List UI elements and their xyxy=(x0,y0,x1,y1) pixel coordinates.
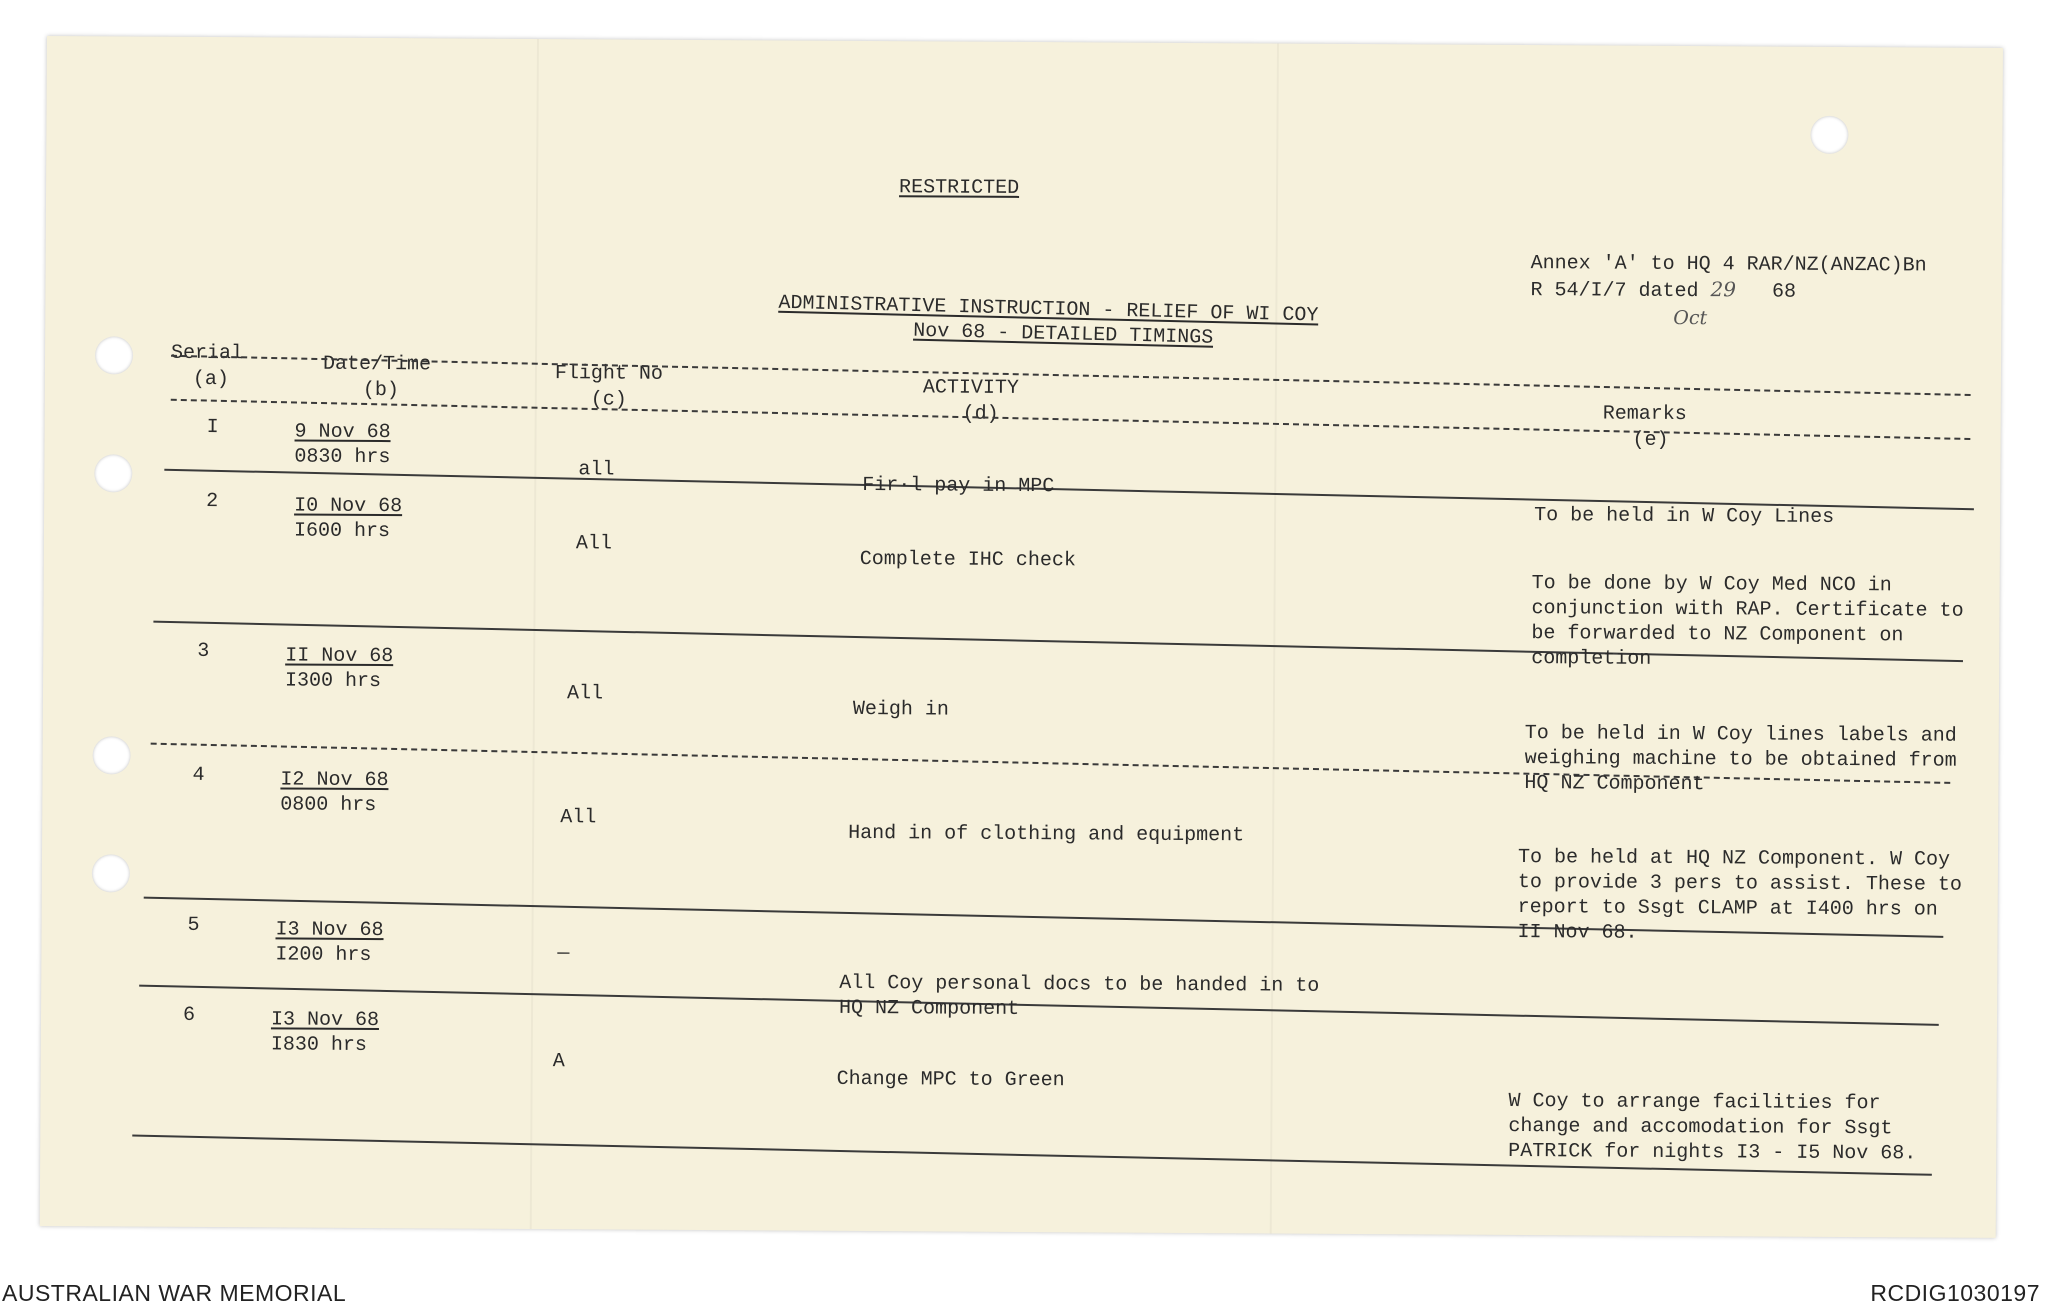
annex-reference-date: R 54/I/7 dated 29 68 xyxy=(1530,277,1797,304)
row-1-flight: all xyxy=(578,458,615,482)
table-rule xyxy=(171,355,1971,396)
row-6-remarks: W Coy to arrange facilities for change and accomodation for Ssgt PATRICK for nights I3 - I5 Nov 68. xyxy=(1508,1089,1917,1166)
document-subtitle: Nov 68 - DETAILED TIMINGS xyxy=(912,319,1214,350)
row-2-time: I600 hrs xyxy=(293,519,391,544)
classification-heading: RESTRICTED xyxy=(899,176,1020,200)
punch-hole xyxy=(95,336,133,374)
row-5-date: I3 Nov 68 xyxy=(275,918,384,943)
row-6-time: I830 hrs xyxy=(270,1033,367,1057)
row-1-time: 0830 hrs xyxy=(294,445,391,470)
row-4-time: 0800 hrs xyxy=(280,793,377,818)
fold-crease xyxy=(530,39,539,1229)
row-2-flight: All xyxy=(575,532,612,556)
annex-month-handwritten: Oct xyxy=(1673,306,1708,330)
punch-hole xyxy=(1810,116,1848,154)
column-code-activity: (d) xyxy=(962,402,999,426)
row-6-flight: A xyxy=(552,1050,565,1074)
punch-hole xyxy=(92,736,130,774)
row-1-date: 9 Nov 68 xyxy=(294,420,391,445)
row-2-date: I0 Nov 68 xyxy=(294,494,403,519)
row-6-activity: Change MPC to Green xyxy=(836,1067,1065,1093)
row-2-activity: Complete IHC check xyxy=(859,547,1076,573)
row-3-flight: All xyxy=(566,682,604,706)
row-6-date: I3 Nov 68 xyxy=(270,1008,380,1033)
row-5-activity: All Coy personal docs to be handed in to HQ NZ Component xyxy=(839,971,1320,1021)
archive-credit: AUSTRALIAN WAR MEMORIAL xyxy=(2,1280,347,1306)
column-header-flight: Flight No xyxy=(554,362,664,386)
column-header-activity: ACTIVITY xyxy=(922,376,1019,400)
row-4-activity: Hand in of clothing and equipment xyxy=(848,821,1245,848)
row-6-serial: 6 xyxy=(182,1003,196,1027)
column-code-serial: (a) xyxy=(192,367,229,392)
row-4-serial: 4 xyxy=(192,763,205,787)
row-3-remarks: To be held in W Coy lines labels and weighing machine to be obtained from HQ NZ Component xyxy=(1524,722,1957,797)
row-4-flight: All xyxy=(560,806,597,830)
document-title: ADMINISTRATIVE INSTRUCTION - RELIEF OF WI COY xyxy=(778,291,1319,328)
row-1-serial: I xyxy=(206,415,219,440)
column-header-remarks: Remarks xyxy=(1602,402,1687,427)
row-5-time: I200 hrs xyxy=(275,943,372,967)
fold-crease xyxy=(1270,44,1279,1234)
row-1-activity: Fir·l pay in MPC xyxy=(862,473,1055,499)
column-header-serial: Serial xyxy=(170,341,244,366)
row-5-serial: 5 xyxy=(187,913,200,937)
row-1-remarks: To be held in W Coy Lines xyxy=(1534,504,1835,529)
column-code-remarks: (e) xyxy=(1632,428,1669,452)
punch-hole xyxy=(94,454,132,492)
row-5-flight: — xyxy=(557,942,570,966)
row-3-serial: 3 xyxy=(197,639,210,664)
annex-reference: Annex 'A' to HQ 4 RAR/NZ(ANZAC)Bn xyxy=(1530,252,1927,278)
row-3-activity: Weigh in xyxy=(852,697,949,722)
row-2-remarks: To be done by W Coy Med NCO in conjunction with RAP. Certificate to be forwarded to NZ Component on completion xyxy=(1531,572,1964,671)
punch-hole xyxy=(92,854,130,892)
row-4-date: I2 Nov 68 xyxy=(280,768,389,793)
row-3-date: II Nov 68 xyxy=(285,644,394,669)
column-code-flight: (c) xyxy=(590,388,627,412)
column-header-datetime: Date/Time xyxy=(322,352,432,377)
row-3-time: I300 hrs xyxy=(284,669,382,694)
table-rule xyxy=(171,399,1971,440)
document-page xyxy=(40,36,2003,1238)
archive-id: RCDIG1030197 xyxy=(1870,1280,2040,1306)
column-code-datetime: (b) xyxy=(362,378,399,403)
row-4-remarks: To be held at HQ NZ Component. W Coy to provide 3 pers to assist. These to report to Ssgt CLAMP at I400 hrs on II Nov 68. xyxy=(1517,846,1962,945)
row-2-serial: 2 xyxy=(206,489,219,514)
